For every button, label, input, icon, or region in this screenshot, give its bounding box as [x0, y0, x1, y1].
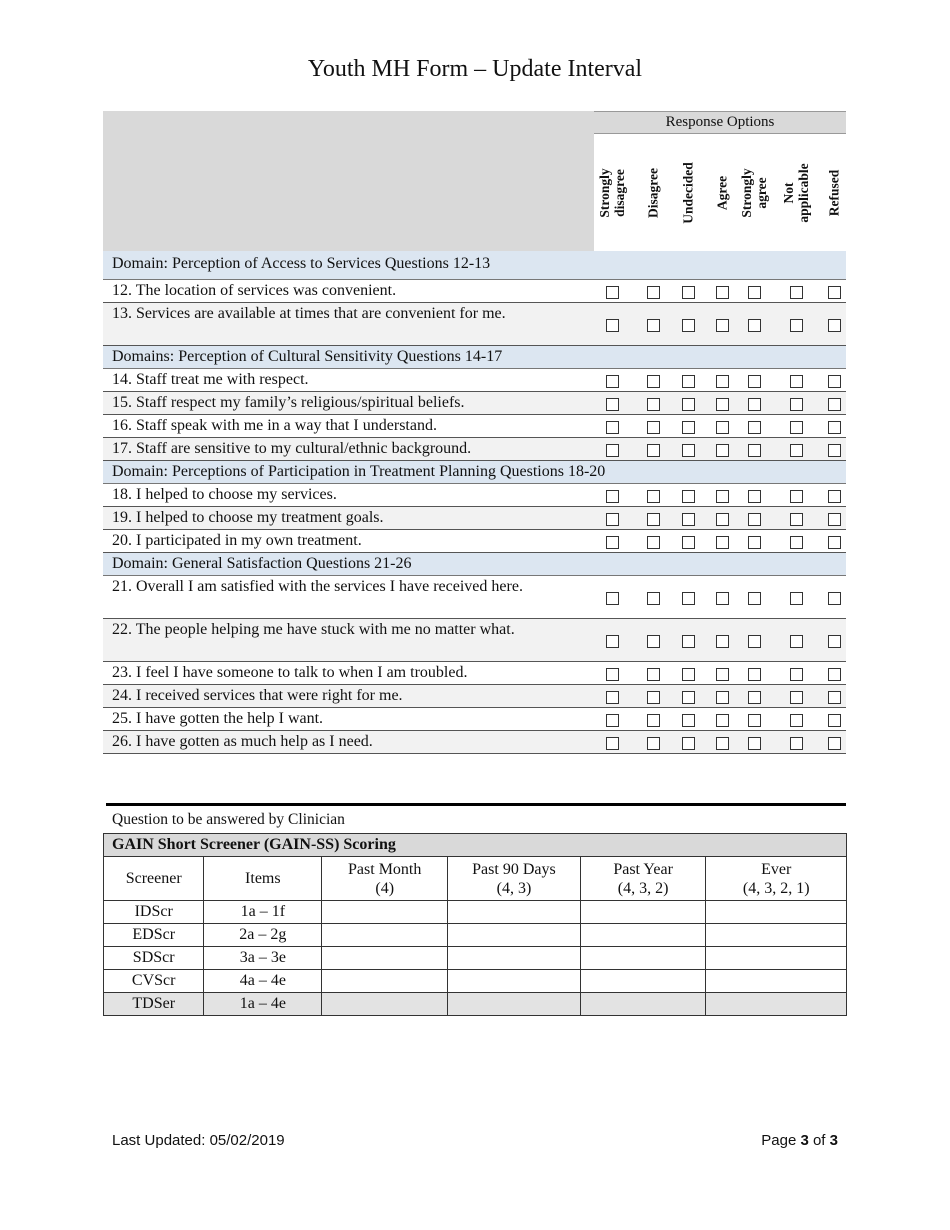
response-checkbox[interactable]: [790, 668, 803, 681]
gain-cell: EDScr: [104, 924, 204, 947]
gain-cell: 1a – 4e: [204, 993, 322, 1016]
response-checkbox[interactable]: [606, 714, 619, 727]
response-checkbox[interactable]: [748, 319, 761, 332]
response-option-column: [781, 134, 811, 252]
question-text: 18. I helped to choose my services.: [112, 486, 337, 503]
gain-cell: SDScr: [104, 947, 204, 970]
question-row: [103, 415, 846, 438]
response-checkbox[interactable]: [828, 668, 841, 681]
response-checkbox[interactable]: [716, 536, 729, 549]
response-checkbox[interactable]: [748, 635, 761, 648]
question-text: 15. Staff respect my family’s religious/spiritual beliefs.: [112, 394, 465, 411]
response-checkbox[interactable]: [748, 286, 761, 299]
response-checkbox[interactable]: [748, 375, 761, 388]
gain-row: [104, 901, 847, 924]
gain-cell: 2a – 2g: [204, 924, 322, 947]
response-checkbox[interactable]: [682, 444, 695, 457]
domain-row: [103, 461, 846, 484]
response-checkbox[interactable]: [790, 691, 803, 704]
clinician-note: Question to be answered by Clinician: [112, 811, 345, 828]
response-checkbox[interactable]: [606, 319, 619, 332]
question-text: 14. Staff treat me with respect.: [112, 371, 309, 388]
response-checkbox[interactable]: [647, 286, 660, 299]
response-checkbox[interactable]: [748, 490, 761, 503]
response-checkbox[interactable]: [716, 421, 729, 434]
gain-column-header: Items: [204, 857, 322, 901]
question-text: 19. I helped to choose my treatment goals.: [112, 509, 384, 526]
question-text: 23. I feel I have someone to talk to when I am troubled.: [112, 664, 468, 681]
gain-score-cell[interactable]: [580, 947, 706, 970]
gain-score-cell[interactable]: [448, 970, 581, 993]
gain-cell: 3a – 3e: [204, 947, 322, 970]
response-checkbox[interactable]: [606, 513, 619, 526]
response-checkbox[interactable]: [828, 592, 841, 605]
response-checkbox[interactable]: [828, 398, 841, 411]
question-row: [103, 392, 846, 415]
gain-score-cell[interactable]: [580, 993, 706, 1016]
response-option-label: Undecided: [680, 162, 696, 224]
response-checkbox[interactable]: [828, 375, 841, 388]
response-checkbox[interactable]: [716, 635, 729, 648]
question-row: [103, 303, 846, 346]
response-checkbox[interactable]: [682, 635, 695, 648]
question-text: 26. I have gotten as much help as I need.: [112, 733, 373, 750]
response-checkbox[interactable]: [647, 668, 660, 681]
response-checkbox[interactable]: [682, 421, 695, 434]
response-option-label: Refused: [826, 169, 842, 217]
response-checkbox[interactable]: [682, 319, 695, 332]
response-options-label: Response Options: [594, 112, 846, 134]
response-checkbox[interactable]: [682, 536, 695, 549]
response-checkbox[interactable]: [647, 714, 660, 727]
question-row: [103, 619, 846, 662]
response-checkbox[interactable]: [606, 691, 619, 704]
gain-score-cell[interactable]: [706, 924, 847, 947]
response-checkbox[interactable]: [682, 737, 695, 750]
gain-score-cell[interactable]: [580, 970, 706, 993]
gain-scoring-table: [103, 833, 847, 1016]
response-checkbox[interactable]: [716, 398, 729, 411]
gain-cell: TDSer: [104, 993, 204, 1016]
gain-score-cell[interactable]: [706, 993, 847, 1016]
question-row: [103, 280, 846, 303]
response-checkbox[interactable]: [647, 319, 660, 332]
response-checkbox[interactable]: [790, 737, 803, 750]
response-checkbox[interactable]: [682, 513, 695, 526]
response-checkbox[interactable]: [790, 635, 803, 648]
response-checkbox[interactable]: [606, 668, 619, 681]
gain-column-header: Past 90 Days (4, 3): [448, 857, 581, 901]
response-option-label: Disagree: [645, 168, 661, 218]
question-text: 25. I have gotten the help I want.: [112, 710, 324, 727]
response-checkbox[interactable]: [748, 714, 761, 727]
gain-score-cell[interactable]: [322, 970, 448, 993]
gain-score-cell[interactable]: [448, 924, 581, 947]
page-current: 3: [800, 1132, 809, 1149]
response-checkbox[interactable]: [790, 398, 803, 411]
page-total: 3: [829, 1132, 838, 1149]
response-checkbox[interactable]: [682, 668, 695, 681]
response-checkbox[interactable]: [606, 592, 619, 605]
response-checkbox[interactable]: [647, 398, 660, 411]
gain-row: [104, 993, 847, 1016]
response-checkbox[interactable]: [748, 737, 761, 750]
response-checkbox[interactable]: [716, 319, 729, 332]
response-checkbox[interactable]: [606, 635, 619, 648]
page-number: [761, 1132, 838, 1149]
response-checkbox[interactable]: [647, 635, 660, 648]
question-row: [103, 507, 846, 530]
gain-score-cell[interactable]: [448, 947, 581, 970]
response-checkbox[interactable]: [828, 444, 841, 457]
response-checkbox[interactable]: [828, 691, 841, 704]
response-checkbox[interactable]: [790, 375, 803, 388]
response-option-label: Strongly agree: [739, 168, 769, 218]
response-option-column: [707, 134, 737, 252]
response-checkbox[interactable]: [828, 635, 841, 648]
gain-title: GAIN Short Screener (GAIN-SS) Scoring: [104, 834, 847, 857]
survey-table: [103, 111, 846, 754]
response-checkbox[interactable]: [828, 490, 841, 503]
gain-score-cell[interactable]: [706, 970, 847, 993]
survey-header: [103, 111, 846, 251]
response-checkbox[interactable]: [716, 444, 729, 457]
response-checkbox[interactable]: [748, 421, 761, 434]
gain-score-cell[interactable]: [580, 924, 706, 947]
domain-row: [103, 553, 846, 576]
response-checkbox[interactable]: [790, 536, 803, 549]
response-checkbox[interactable]: [606, 536, 619, 549]
response-checkbox[interactable]: [716, 592, 729, 605]
response-checkbox[interactable]: [682, 286, 695, 299]
domain-row: [103, 251, 846, 280]
question-row: [103, 484, 846, 507]
response-checkbox[interactable]: [606, 286, 619, 299]
question-text: 24. I received services that were right for me.: [112, 687, 403, 704]
gain-cell: IDScr: [104, 901, 204, 924]
response-checkbox[interactable]: [682, 714, 695, 727]
response-checkbox[interactable]: [606, 398, 619, 411]
response-checkbox[interactable]: [748, 513, 761, 526]
question-text: 12. The location of services was convenient.: [112, 282, 397, 299]
response-option-column: [819, 134, 849, 252]
gain-row: [104, 947, 847, 970]
response-options-header: [594, 111, 846, 252]
response-checkbox[interactable]: [828, 536, 841, 549]
gain-cell: 1a – 1f: [204, 901, 322, 924]
section-divider: [106, 803, 846, 806]
last-updated: Last Updated: 05/02/2019: [112, 1132, 285, 1149]
question-text: 16. Staff speak with me in a way that I understand.: [112, 417, 437, 434]
response-checkbox[interactable]: [716, 668, 729, 681]
response-checkbox[interactable]: [828, 737, 841, 750]
response-checkbox[interactable]: [647, 691, 660, 704]
response-checkbox[interactable]: [606, 737, 619, 750]
gain-column-header: Ever (4, 3, 2, 1): [706, 857, 847, 901]
response-checkbox[interactable]: [748, 444, 761, 457]
response-checkbox[interactable]: [606, 490, 619, 503]
gain-row: [104, 970, 847, 993]
response-option-column: [638, 134, 668, 252]
response-checkbox[interactable]: [716, 737, 729, 750]
gain-score-cell[interactable]: [322, 947, 448, 970]
response-checkbox[interactable]: [790, 490, 803, 503]
response-checkbox[interactable]: [790, 592, 803, 605]
response-checkbox[interactable]: [828, 421, 841, 434]
response-checkbox[interactable]: [716, 691, 729, 704]
gain-score-cell[interactable]: [322, 993, 448, 1016]
response-checkbox[interactable]: [790, 319, 803, 332]
response-option-column: [597, 134, 627, 252]
response-checkbox[interactable]: [682, 490, 695, 503]
response-checkbox[interactable]: [828, 286, 841, 299]
gain-column-header: Past Year (4, 3, 2): [580, 857, 706, 901]
gain-score-cell[interactable]: [706, 947, 847, 970]
response-checkbox[interactable]: [647, 490, 660, 503]
question-row: [103, 369, 846, 392]
gain-column-header: Past Month (4): [322, 857, 448, 901]
gain-cell: CVScr: [104, 970, 204, 993]
response-checkbox[interactable]: [682, 398, 695, 411]
response-checkbox[interactable]: [716, 375, 729, 388]
response-checkbox[interactable]: [647, 513, 660, 526]
response-checkbox[interactable]: [606, 375, 619, 388]
response-checkbox[interactable]: [606, 421, 619, 434]
question-row: [103, 576, 846, 619]
response-checkbox[interactable]: [790, 421, 803, 434]
response-checkbox[interactable]: [790, 286, 803, 299]
page-title: Youth MH Form – Update Interval: [307, 56, 643, 82]
domain-label: Domain: Perception of Access to Services Questions 12-13: [112, 255, 491, 272]
gain-score-cell[interactable]: [322, 924, 448, 947]
domain-label: Domain: General Satisfaction Questions 21-26: [112, 555, 412, 572]
response-checkbox[interactable]: [790, 444, 803, 457]
response-option-column: [739, 134, 769, 252]
response-option-label: Not applicable: [781, 163, 811, 223]
response-checkbox[interactable]: [748, 691, 761, 704]
response-checkbox[interactable]: [606, 444, 619, 457]
response-checkbox[interactable]: [828, 714, 841, 727]
response-checkbox[interactable]: [716, 286, 729, 299]
response-checkbox[interactable]: [682, 691, 695, 704]
page-of: of: [808, 1132, 830, 1149]
response-checkbox[interactable]: [828, 319, 841, 332]
gain-column-header: Screener: [104, 857, 204, 901]
response-checkbox[interactable]: [748, 592, 761, 605]
response-checkbox[interactable]: [647, 737, 660, 750]
response-option-column: [673, 134, 703, 252]
response-checkbox[interactable]: [647, 421, 660, 434]
question-row: [103, 685, 846, 708]
gain-score-cell[interactable]: [580, 901, 706, 924]
response-checkbox[interactable]: [748, 536, 761, 549]
response-checkbox[interactable]: [647, 375, 660, 388]
question-text: 20. I participated in my own treatment.: [112, 532, 362, 549]
response-checkbox[interactable]: [647, 536, 660, 549]
question-rows: [103, 251, 846, 754]
question-text: 13. Services are available at times that are convenient for me.: [112, 305, 506, 322]
response-checkbox[interactable]: [748, 398, 761, 411]
domain-label: Domains: Perception of Cultural Sensitivity Questions 14-17: [112, 348, 503, 365]
gain-row: [104, 924, 847, 947]
response-option-label: Agree: [714, 175, 730, 211]
question-row: [103, 662, 846, 685]
question-text: 22. The people helping me have stuck with me no matter what.: [112, 621, 515, 638]
gain-score-cell[interactable]: [322, 901, 448, 924]
response-checkbox[interactable]: [828, 513, 841, 526]
gain-score-cell[interactable]: [448, 993, 581, 1016]
question-row: [103, 530, 846, 553]
response-checkbox[interactable]: [716, 490, 729, 503]
gain-score-cell[interactable]: [706, 901, 847, 924]
response-checkbox[interactable]: [647, 444, 660, 457]
response-option-columns: [594, 134, 846, 252]
question-text: 21. Overall I am satisfied with the services I have received here.: [112, 578, 523, 595]
gain-score-cell[interactable]: [448, 901, 581, 924]
question-row: [103, 731, 846, 754]
question-row: [103, 438, 846, 461]
response-checkbox[interactable]: [716, 513, 729, 526]
question-row: [103, 708, 846, 731]
response-checkbox[interactable]: [716, 714, 729, 727]
response-option-label: Strongly disagree: [597, 168, 627, 218]
response-checkbox[interactable]: [682, 375, 695, 388]
gain-cell: 4a – 4e: [204, 970, 322, 993]
response-checkbox[interactable]: [647, 592, 660, 605]
response-checkbox[interactable]: [748, 668, 761, 681]
domain-label: Domain: Perceptions of Participation in Treatment Planning Questions 18-20: [112, 463, 606, 480]
response-checkbox[interactable]: [682, 592, 695, 605]
response-checkbox[interactable]: [790, 714, 803, 727]
page-prefix: Page: [761, 1132, 801, 1149]
domain-row: [103, 346, 846, 369]
question-text: 17. Staff are sensitive to my cultural/ethnic background.: [112, 440, 472, 457]
response-checkbox[interactable]: [790, 513, 803, 526]
